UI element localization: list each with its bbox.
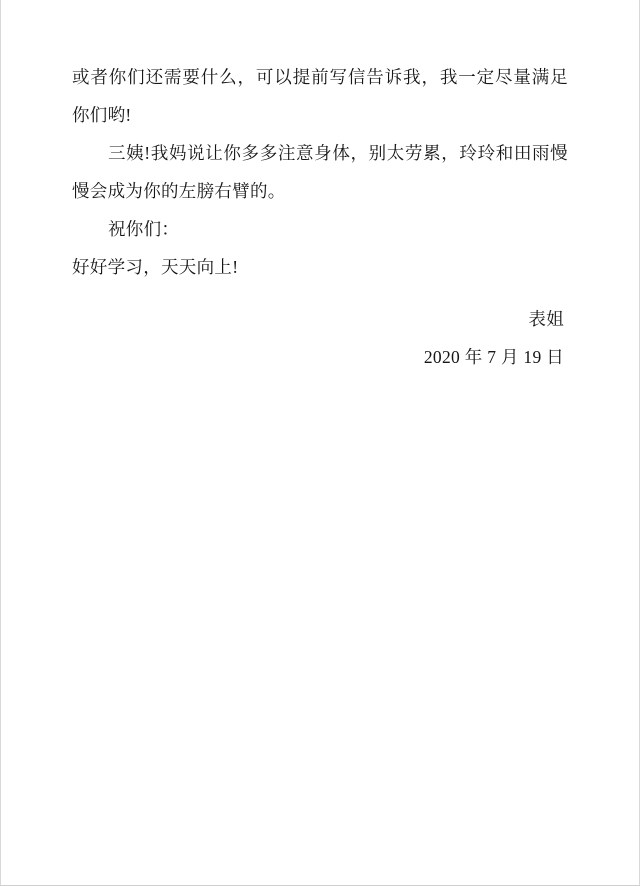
paragraph-2: 三姨!我妈说让你多多注意身体，别太劳累，玲玲和田雨慢慢会成为你的左膀右臂的。 — [72, 143, 568, 201]
signature-name: 表姐 — [528, 309, 564, 329]
paragraph-1: 或者你们还需要什么，可以提前写信告诉我，我一定尽量满足你们哟! — [72, 67, 568, 125]
page-left-border — [0, 0, 1, 886]
signature-date: 2020 年 7 月 19 日 — [423, 347, 564, 367]
signature-block — [72, 300, 568, 376]
paragraph-3-salutation: 祝你们： — [108, 219, 180, 239]
letter-body — [72, 58, 568, 286]
paragraph-4-wish: 好好学习，天天向上! — [72, 257, 239, 277]
